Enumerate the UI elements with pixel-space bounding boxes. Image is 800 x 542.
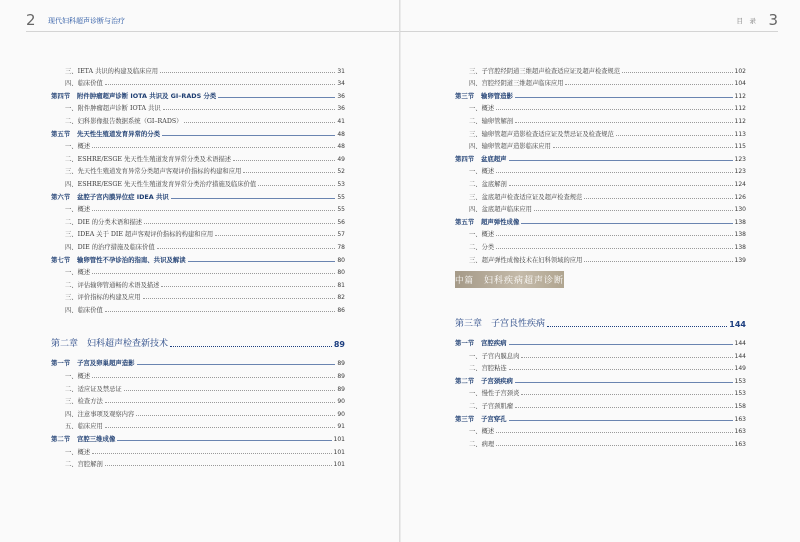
toc-entry-title: 三、子宫腔经阴道三维超声检查适应证及超声检查规范 [469, 67, 621, 75]
toc-entry-title: 一、概述 [65, 373, 91, 381]
toc-entry-title: 二、DIE 的分类术语和描述 [65, 218, 143, 226]
toc-entry-title: 四、宫腔经阴道三维超声临床应用 [469, 80, 564, 88]
toc-item [51, 289, 345, 302]
toc-page-number: 80 [337, 256, 345, 264]
dot-leader [553, 147, 733, 148]
toc-item [455, 423, 746, 436]
toc-section-number: 第四节 [51, 91, 71, 100]
toc-entry-title: 一、概述 [469, 168, 495, 176]
part-banner [455, 271, 564, 288]
toc-item [455, 385, 746, 398]
dot-leader [92, 147, 335, 148]
dot-leader [171, 198, 336, 199]
toc-page-number: 80 [337, 269, 345, 277]
dot-leader [515, 97, 733, 98]
toc-entry-title: 四、输卵管超声造影临床应用 [469, 143, 551, 151]
toc-section-number: 第五节 [455, 217, 475, 226]
dot-leader [163, 109, 336, 110]
toc-page-number: 90 [337, 410, 345, 418]
toc-page-number: 48 [337, 143, 345, 151]
right-page-number: 3 [768, 11, 778, 29]
toc-entry-title: 第二章 妇科超声检查新技术 [51, 338, 169, 349]
toc-section-title: 子宫颈疾病 [481, 376, 513, 385]
dot-leader [622, 72, 732, 73]
toc-entry-title [51, 129, 160, 138]
toc-entry-title: 三、盆底超声检查适应证及超声检查规范 [469, 193, 583, 201]
toc-section-number: 第一节 [455, 339, 475, 348]
toc-section-title: 宫腔疾病 [481, 339, 507, 348]
toc-entry-title: 一、附件肿瘤超声诊断 IOTA 共识 [65, 105, 161, 113]
toc-section-title: 子宫穿孔 [481, 414, 507, 423]
toc-section-title: 子宫及卵巢超声造影 [77, 359, 135, 368]
toc-entry-title: 四、临床价值 [65, 80, 103, 88]
toc-entry-title: 一、概述 [469, 428, 495, 436]
dot-leader [496, 432, 732, 433]
dot-leader [547, 326, 727, 327]
toc-page-number: 89 [337, 360, 345, 368]
dot-leader [515, 382, 733, 383]
toc-item [455, 201, 746, 214]
toc-page-number: 113 [734, 130, 746, 138]
toc-item [455, 347, 746, 360]
toc-entry-title: 一、概述 [469, 231, 495, 239]
toc-entry-title [51, 255, 186, 264]
left-header-rule [26, 31, 400, 32]
toc-entry-title: 三、IETA 共识的构建及临床应用 [65, 67, 159, 75]
toc-item [455, 62, 746, 75]
toc-item [51, 238, 345, 251]
toc-item [51, 62, 345, 75]
toc-entry-title: 二、评估输卵管通畅的术语及描述 [65, 281, 160, 289]
toc-section [455, 335, 746, 348]
dot-leader [144, 223, 335, 224]
toc-page-number: 82 [337, 294, 345, 302]
toc-page-number: 153 [734, 390, 746, 398]
toc-entry-title: 一、概述 [65, 448, 91, 456]
toc-section-number: 第三节 [455, 414, 475, 423]
toc-page-number: 56 [337, 218, 345, 226]
left-page-number: 2 [26, 11, 36, 29]
dot-leader [534, 210, 733, 211]
dot-leader [515, 407, 732, 408]
dot-leader [157, 248, 336, 249]
dot-leader [105, 84, 336, 85]
toc-item [455, 226, 746, 239]
toc-page-number: 34 [337, 80, 345, 88]
toc-page-number: 104 [734, 80, 746, 88]
toc-page-number: 138 [734, 231, 746, 239]
toc-page-number: 163 [734, 440, 746, 448]
toc-entry-title: 三、超声弹性成像技术在妇科领域的应用 [469, 256, 583, 264]
toc-item [51, 175, 345, 188]
dot-leader [92, 377, 335, 378]
toc-page-number: 91 [337, 423, 345, 431]
toc-entry-title: 二、宫腔解剖 [65, 461, 103, 469]
dot-leader [496, 172, 732, 173]
toc-page-number: 149 [734, 365, 746, 373]
toc-entry-title: 三、输卵管超声造影检查适应证及禁忌证及检查规范 [469, 130, 614, 138]
toc-item [455, 125, 746, 138]
toc-section-title: 附件肿瘤超声诊断 IOTA 共识及 GI–RADS 分类 [77, 91, 217, 100]
toc-item [51, 456, 345, 469]
toc-entry-title [455, 376, 513, 385]
dot-leader [496, 248, 732, 249]
toc-entry-title: 四、盆底超声临床应用 [469, 206, 532, 214]
toc-chapter [455, 312, 746, 329]
dot-leader [215, 235, 335, 236]
toc-item [51, 163, 345, 176]
right-toc-list [455, 62, 746, 448]
toc-entry-title: 一、概述 [65, 269, 91, 277]
toc-section-number: 第二节 [455, 376, 475, 385]
toc-entry-title: 五、临床应用 [65, 423, 103, 431]
left-toc-list [51, 62, 345, 468]
toc-item [51, 201, 345, 214]
toc-page-number: 55 [337, 206, 345, 214]
toc-entry-title [455, 154, 507, 163]
toc-section [51, 430, 345, 443]
toc-page-number: 123 [734, 168, 746, 176]
toc-page-number: 86 [337, 306, 345, 314]
toc-page-number: 138 [734, 243, 746, 251]
dot-leader [160, 72, 335, 73]
toc-entry-title: 一、概述 [65, 143, 91, 151]
dot-leader [92, 453, 331, 454]
dot-leader [117, 440, 331, 441]
dot-leader [509, 160, 733, 161]
toc-entry-title: 一、子宫内膜息肉 [469, 352, 520, 360]
dot-leader [170, 346, 332, 347]
toc-item [51, 264, 345, 277]
dot-leader [105, 402, 336, 403]
toc-entry-title: 二、宫腔粘连 [469, 365, 507, 373]
dot-leader [143, 298, 336, 299]
toc-page-number: 48 [337, 130, 345, 138]
toc-item [455, 251, 746, 264]
toc-page-number: 144 [734, 340, 746, 348]
toc-entry-title: 四、临床价值 [65, 306, 103, 314]
toc-item [51, 226, 345, 239]
toc-entry-title: 第三章 子宫良性疾病 [455, 318, 546, 329]
dot-leader [161, 286, 335, 287]
toc-section-title: 超声弹性成像 [481, 217, 520, 226]
toc-item [51, 138, 345, 151]
toc-section-number: 第一节 [51, 359, 71, 368]
toc-section-number: 第四节 [455, 154, 475, 163]
toc-section [51, 87, 345, 100]
toc-item [51, 213, 345, 226]
toc-page-number: 130 [734, 206, 746, 214]
toc-entry-title: 二、盆底解剖 [469, 180, 507, 188]
toc-section-number: 第五节 [51, 129, 71, 138]
toc-entry-title [455, 338, 507, 347]
toc-page-number: 153 [734, 377, 746, 385]
dot-leader [515, 122, 732, 123]
toc-section [51, 251, 345, 264]
toc-section-title: 宫腔三维成像 [77, 435, 116, 444]
dot-leader [105, 427, 336, 428]
dot-leader [521, 394, 732, 395]
toc-page-number: 124 [734, 180, 746, 188]
toc-page-number: 101 [333, 436, 345, 444]
toc-item [51, 100, 345, 113]
dot-leader [184, 122, 335, 123]
toc-entry-title [51, 91, 216, 100]
toc-page-number: 36 [337, 105, 345, 113]
part-banner-label: 中篇 [455, 275, 475, 286]
dot-leader [509, 344, 733, 345]
toc-section [51, 125, 345, 138]
toc-page-number: 101 [333, 461, 345, 469]
dot-leader [243, 172, 335, 173]
toc-entry-title [455, 217, 519, 226]
toc-item [51, 112, 345, 125]
toc-item [51, 393, 345, 406]
dot-leader [616, 135, 733, 136]
chapter-spacer [455, 294, 746, 312]
toc-item [455, 100, 746, 113]
dot-leader [105, 311, 336, 312]
toc-item [455, 175, 746, 188]
toc-entry-title: 二、妇科影像报告数据系统（GI–RADS） [65, 117, 183, 125]
dot-leader [509, 185, 733, 186]
toc-item [455, 397, 746, 410]
toc-entry-title [51, 358, 135, 367]
toc-section-title: 盆腔子宫内膜异位症 IDEA 共识 [77, 192, 169, 201]
toc-item [51, 150, 345, 163]
toc-entry-title: 二、子宫颈肌瘤 [469, 403, 514, 411]
toc-item [51, 301, 345, 314]
toc-section-number: 第三节 [455, 91, 475, 100]
dot-leader [584, 198, 732, 199]
toc-section-title: 输卵管造影 [481, 91, 513, 100]
chapter-spacer [51, 314, 345, 332]
toc-item [455, 360, 746, 373]
dot-leader [521, 357, 732, 358]
toc-section [51, 188, 345, 201]
toc-page-number: 78 [337, 243, 345, 251]
dot-leader [496, 445, 732, 446]
dot-leader [92, 210, 335, 211]
toc-entry-title [51, 192, 169, 201]
toc-entry-title [455, 414, 507, 423]
toc-section-title: 盆底超声 [481, 154, 507, 163]
left-running-header: 现代妇科超声诊断与治疗 [48, 17, 125, 25]
toc-item [455, 163, 746, 176]
toc-page-number: 57 [337, 231, 345, 239]
toc-section-number: 第七节 [51, 255, 71, 264]
toc-page-number: 112 [734, 92, 746, 100]
toc-page-number: 163 [734, 428, 746, 436]
dot-leader [92, 273, 335, 274]
dot-leader [509, 420, 733, 421]
toc-page-number: 81 [337, 281, 345, 289]
toc-page-number: 90 [337, 398, 345, 406]
toc-item [455, 188, 746, 201]
toc-page-number: 31 [337, 67, 345, 75]
dot-leader [584, 261, 732, 262]
toc-page-number: 36 [337, 92, 345, 100]
toc-item [51, 443, 345, 456]
toc-section-number: 第六节 [51, 192, 71, 201]
toc-entry-title: 一、概述 [65, 206, 91, 214]
toc-page-number: 144 [734, 352, 746, 360]
toc-entry-title: 一、概述 [469, 105, 495, 113]
toc-entry-title: 二、分类 [469, 243, 495, 251]
toc-page-number: 144 [729, 319, 746, 329]
dot-leader [258, 185, 335, 186]
right-running-header: 目 录 [736, 17, 756, 25]
toc-entry-title: 四、注意事项及观察内容 [65, 410, 135, 418]
toc-page-number: 139 [734, 256, 746, 264]
toc-item [455, 75, 746, 88]
toc-page-number: 158 [734, 403, 746, 411]
toc-page-number: 102 [734, 67, 746, 75]
toc-item [51, 418, 345, 431]
part-banner-title: 妇科疾病超声诊断 [484, 276, 565, 286]
right-header-rule [400, 31, 778, 32]
toc-entry-title: 三、评价指标的构建及应用 [65, 294, 141, 302]
toc-section-title: 先天性生殖道发育异常的分类 [77, 129, 161, 138]
toc-entry-title: 三、先天性生殖道发育异常分类超声客观评价指标的构建和应用 [65, 168, 242, 176]
toc-entry-title: 三、IDEA 关于 DIE 超声客观评价指标的构建和应用 [65, 231, 214, 239]
dot-leader [105, 465, 332, 466]
dot-leader [218, 97, 335, 98]
toc-page-number: 115 [734, 143, 746, 151]
toc-page-number: 112 [734, 117, 746, 125]
toc-page-number: 52 [337, 168, 345, 176]
toc-section-number: 第二节 [51, 435, 71, 444]
toc-page-number: 49 [337, 155, 345, 163]
right-page [400, 0, 800, 542]
dot-leader [565, 84, 732, 85]
toc-item [51, 367, 345, 380]
dot-leader [188, 261, 336, 262]
dot-leader [137, 364, 336, 365]
toc-chapter [51, 332, 345, 349]
toc-item [455, 435, 746, 448]
toc-page-number: 89 [333, 339, 345, 349]
dot-leader [233, 160, 335, 161]
toc-page-number: 53 [337, 180, 345, 188]
toc-item [51, 405, 345, 418]
toc-section [455, 410, 746, 423]
toc-entry-title: 三、检查方法 [65, 398, 103, 406]
toc-page-number: 55 [337, 193, 345, 201]
toc-item [455, 238, 746, 251]
toc-entry-title: 二、适应证及禁忌证 [65, 385, 122, 393]
part-banner-row [455, 264, 746, 294]
dot-leader [509, 369, 733, 370]
dot-leader [521, 223, 732, 224]
toc-page-number: 112 [734, 105, 746, 113]
toc-page-number: 41 [337, 117, 345, 125]
toc-page-number: 138 [734, 218, 746, 226]
toc-entry-title: 四、ESHRE/ESGE 先天性生殖道发育异常分类治疗措施及临床价值 [65, 180, 257, 188]
toc-page-number: 89 [337, 373, 345, 381]
dot-leader [496, 109, 732, 110]
dot-leader [496, 235, 732, 236]
toc-section [455, 213, 746, 226]
toc-page-number: 163 [734, 415, 746, 423]
toc-entry-title: 二、病理 [469, 440, 495, 448]
dot-leader [162, 135, 335, 136]
toc-entry-title: 二、输卵管解剖 [469, 117, 514, 125]
toc-entry-title: 一、慢性子宫颈炎 [469, 390, 520, 398]
dot-leader [136, 415, 335, 416]
toc-item [455, 138, 746, 151]
toc-page-number: 89 [337, 385, 345, 393]
toc-page-number: 101 [333, 448, 345, 456]
toc-section [455, 150, 746, 163]
toc-page-number: 123 [734, 155, 746, 163]
toc-section [455, 372, 746, 385]
toc-section [51, 355, 345, 368]
toc-item [455, 112, 746, 125]
toc-section [455, 87, 746, 100]
toc-entry-title: 四、DIE 的治疗措施及临床价值 [65, 243, 155, 251]
toc-page-number: 126 [734, 193, 746, 201]
toc-section-title: 输卵管性不孕诊治的指南、共识及解读 [77, 255, 186, 264]
toc-item [51, 276, 345, 289]
toc-item [51, 380, 345, 393]
dot-leader [124, 390, 336, 391]
toc-entry-title: 二、ESHRE/ESGE 先天性生殖道发育异常分类及术语描述 [65, 155, 232, 163]
toc-item [51, 75, 345, 88]
toc-entry-title [51, 434, 115, 443]
toc-entry-title [455, 91, 513, 100]
